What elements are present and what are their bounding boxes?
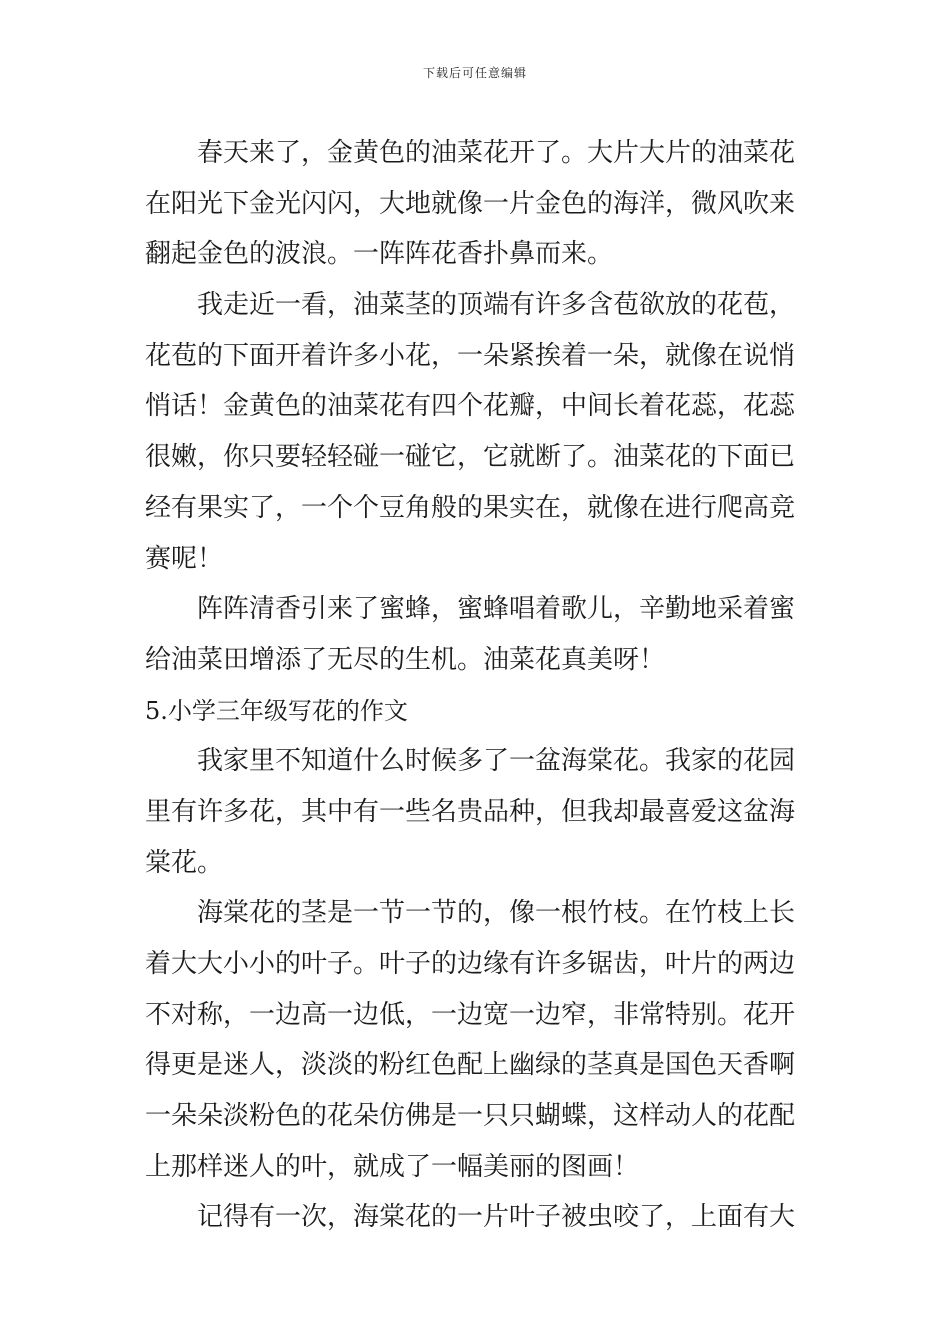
text-line: 里有许多花，其中有一些名贵品种，但我却最喜爱这盆海 bbox=[145, 796, 796, 827]
text-line: 赛呢！ bbox=[145, 543, 224, 574]
text-line: 阵阵清香引来了蜜蜂，蜜蜂唱着歌儿，辛勤地采着蜜 bbox=[197, 594, 796, 625]
text-line: 着大大小小的叶子。叶子的边缘有许多锯齿，叶片的两边 bbox=[145, 949, 796, 979]
text-line: 海棠花的茎是一节一节的，像一根竹枝。在竹枝上长 bbox=[197, 898, 796, 929]
text-line: 一朵朵淡粉色的花朵仿佛是一只只蝴蝶，这样动人的花配 bbox=[145, 1101, 796, 1132]
text-line: 我家里不知道什么时候多了一盆海棠花。我家的花园 bbox=[197, 746, 796, 777]
text-line: 我走近一看，油菜茎的顶端有许多含苞欲放的花苞， bbox=[197, 290, 796, 321]
text-line: 记得有一次，海棠花的一片叶子被虫咬了，上面有大 bbox=[197, 1202, 796, 1233]
section-heading: 5.小学三年级写花的作文 bbox=[145, 696, 408, 725]
text-line: 很嫩，你只要轻轻碰一碰它，它就断了。油菜花的下面已 bbox=[145, 442, 796, 473]
page-header: 下载后可任意编辑 bbox=[422, 66, 527, 80]
text-line: 花苞的下面开着许多小花，一朵紧挨着一朵，就像在说悄 bbox=[145, 340, 796, 371]
text-line: 不对称，一边高一边低，一边宽一边窄，非常特别。花开 bbox=[145, 999, 796, 1030]
text-line: 春天来了，金黄色的油菜花开了。大片大片的油菜花 bbox=[197, 138, 796, 168]
text-line: 翻起金色的波浪。一阵阵花香扑鼻而来。 bbox=[145, 239, 614, 270]
text-line: 在阳光下金光闪闪，大地就像一片金色的海洋，微风吹来 bbox=[145, 188, 796, 219]
text-line: 上那样迷人的叶，就成了一幅美丽的图画！ bbox=[145, 1151, 640, 1182]
text-line: 给油菜田增添了无尽的生机。油菜花真美呀！ bbox=[145, 644, 666, 675]
body-text bbox=[145, 128, 807, 1243]
text-line: 悄话！金黄色的油菜花有四个花瓣，中间长着花蕊，花蕊 bbox=[145, 391, 796, 422]
text-line: 经有果实了，一个个豆角般的果实在，就像在进行爬高竞 bbox=[145, 492, 796, 523]
text-line: 得更是迷人，淡淡的粉红色配上幽绿的茎真是国色天香啊 bbox=[145, 1050, 796, 1081]
text-line: 棠花。 bbox=[145, 847, 224, 878]
